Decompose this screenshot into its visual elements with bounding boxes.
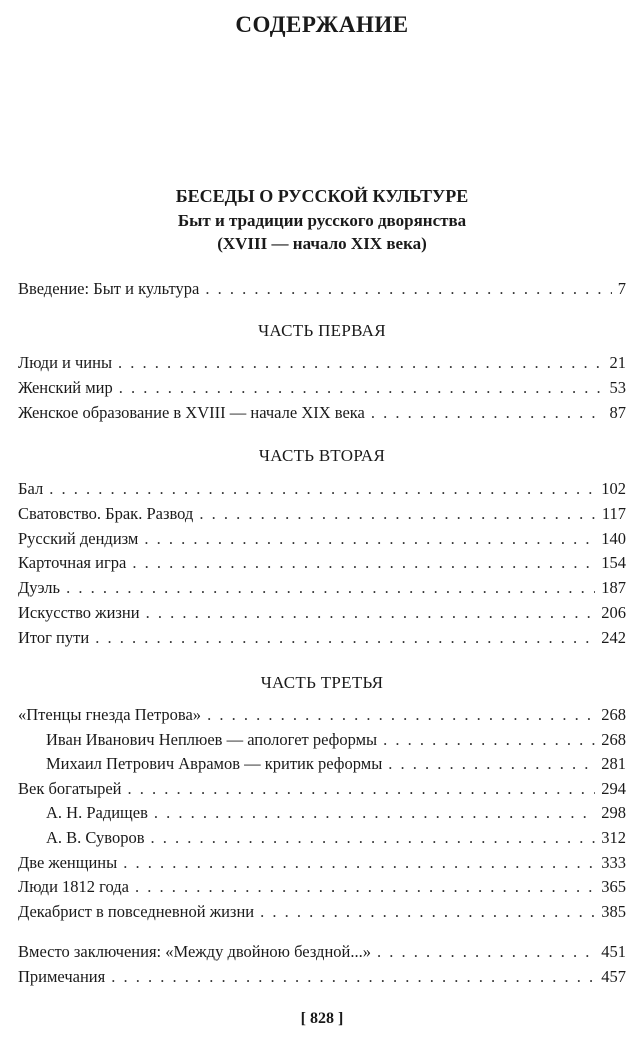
- toc-subentry[interactable]: [46, 826, 626, 850]
- toc-entry-page: 21: [609, 353, 626, 372]
- toc-subentry[interactable]: [46, 752, 626, 776]
- toc-entry-page: 140: [601, 529, 626, 548]
- toc-entry-page: 294: [601, 779, 626, 798]
- toc-entry-page: 268: [601, 705, 626, 724]
- toc-entry-page: 7: [617, 279, 626, 298]
- toc-entry-title: Женское образование в XVIII — начале XIX века: [18, 403, 365, 422]
- toc-entry[interactable]: [18, 851, 626, 875]
- toc-entry[interactable]: [18, 626, 626, 650]
- leader-dots: [205, 277, 611, 301]
- toc-entry[interactable]: [18, 777, 626, 801]
- toc-entry[interactable]: [18, 477, 626, 501]
- toc-entry-page: 154: [601, 553, 626, 572]
- toc-entry[interactable]: [18, 601, 626, 625]
- toc-entry-page: 187: [601, 578, 626, 597]
- leader-dots: [154, 801, 595, 825]
- toc-entry-title: Вместо заключения: «Между двойною бездной...»: [18, 942, 371, 961]
- part-heading-2: ЧАСТЬ ВТОРАЯ: [258, 446, 386, 465]
- leader-dots: [118, 351, 603, 375]
- toc-entry-page: 365: [601, 877, 626, 896]
- leader-dots: [150, 826, 595, 850]
- toc-entry[interactable]: [18, 502, 626, 526]
- toc-entry-page: 242: [601, 628, 626, 647]
- leader-dots: [111, 965, 595, 989]
- toc-entry-page: 451: [601, 942, 626, 961]
- toc-entry[interactable]: [18, 703, 626, 727]
- toc-entry-page: 206: [601, 603, 626, 622]
- toc-entry-page: 298: [601, 803, 626, 822]
- leader-dots: [388, 752, 595, 776]
- toc-entry-page: 281: [601, 754, 626, 773]
- toc-entry[interactable]: [18, 551, 626, 575]
- leader-dots: [49, 477, 595, 501]
- toc-entry-title: Люди 1812 года: [18, 877, 130, 896]
- toc-entry-title: Искусство жизни: [18, 603, 140, 622]
- toc-entry-page: 385: [601, 902, 626, 921]
- leader-dots: [383, 728, 595, 752]
- toc-entry-notes[interactable]: [18, 965, 626, 989]
- toc-entry[interactable]: [18, 351, 626, 375]
- toc-entry-page: 312: [601, 828, 626, 847]
- toc-entry-title: Бал: [18, 479, 44, 498]
- leader-dots: [66, 576, 595, 600]
- toc-subentry[interactable]: [46, 728, 626, 752]
- toc-entry-title: Сватовство. Брак. Развод: [18, 504, 194, 523]
- toc-entry-title: Русский дендизм: [18, 529, 139, 548]
- toc-entry-title: Карточная игра: [18, 553, 127, 572]
- toc-entry-title: Женский мир: [18, 378, 113, 397]
- page-title: СОДЕРЖАНИЕ: [235, 12, 409, 37]
- leader-dots: [371, 401, 604, 425]
- toc-entry-page: 117: [601, 504, 626, 523]
- toc-entry-conclusion[interactable]: [18, 940, 626, 964]
- toc-entry-title: Век богатырей: [18, 779, 122, 798]
- toc-subentry[interactable]: [46, 801, 626, 825]
- toc-entry[interactable]: [18, 576, 626, 600]
- leader-dots: [146, 601, 596, 625]
- toc-entry[interactable]: [18, 900, 626, 924]
- part-heading-1: ЧАСТЬ ПЕРВАЯ: [258, 321, 386, 340]
- toc-entry-title: Декабрист в повседневной жизни: [18, 902, 255, 921]
- leader-dots: [119, 376, 604, 400]
- toc-entry-title: Дуэль: [18, 578, 61, 597]
- toc-entry-title: Примечания: [18, 967, 106, 986]
- toc-entry-title: А. В. Суворов: [46, 828, 145, 847]
- leader-dots: [123, 851, 595, 875]
- toc-entry-page: 87: [609, 403, 626, 422]
- toc-entry-title: Люди и чины: [18, 353, 113, 372]
- toc-entry[interactable]: [18, 875, 626, 899]
- toc-entry[interactable]: [18, 376, 626, 400]
- leader-dots: [135, 875, 595, 899]
- toc-entry-page: 53: [609, 378, 626, 397]
- toc-entry-intro[interactable]: [18, 277, 626, 301]
- book-period: (XVIII — начало XIX века): [217, 234, 427, 253]
- book-subtitle: Быт и традиции русского дворянства: [177, 211, 467, 230]
- part-heading-3: ЧАСТЬ ТРЕТЬЯ: [260, 673, 384, 692]
- toc-entry[interactable]: [18, 401, 626, 425]
- toc-entry-page: 333: [601, 853, 626, 872]
- leader-dots: [207, 703, 595, 727]
- toc-entry[interactable]: [18, 527, 626, 551]
- leader-dots: [377, 940, 595, 964]
- leader-dots: [144, 527, 595, 551]
- leader-dots: [132, 551, 595, 575]
- leader-dots: [260, 900, 595, 924]
- leader-dots: [199, 502, 596, 526]
- toc-entry-title: «Птенцы гнезда Петрова»: [18, 705, 202, 724]
- toc-entry-title: Две женщины: [18, 853, 118, 872]
- book-title: БЕСЕДЫ О РУССКОЙ КУЛЬТУРЕ: [175, 186, 469, 206]
- leader-dots: [95, 626, 595, 650]
- toc-entry-title: А. Н. Радищев: [46, 803, 148, 822]
- toc-entry-title: Михаил Петрович Аврамов — критик реформы: [46, 754, 383, 773]
- page-number: [ 828 ]: [300, 1010, 344, 1027]
- toc-entry-page: 268: [601, 730, 626, 749]
- toc-entry-title: Введение: Быт и культура: [18, 279, 200, 298]
- toc-entry-page: 102: [601, 479, 626, 498]
- leader-dots: [127, 777, 595, 801]
- toc-entry-title: Иван Иванович Неплюев — апологет реформы: [46, 730, 378, 749]
- toc-entry-page: 457: [601, 967, 626, 986]
- toc-entry-title: Итог пути: [18, 628, 90, 647]
